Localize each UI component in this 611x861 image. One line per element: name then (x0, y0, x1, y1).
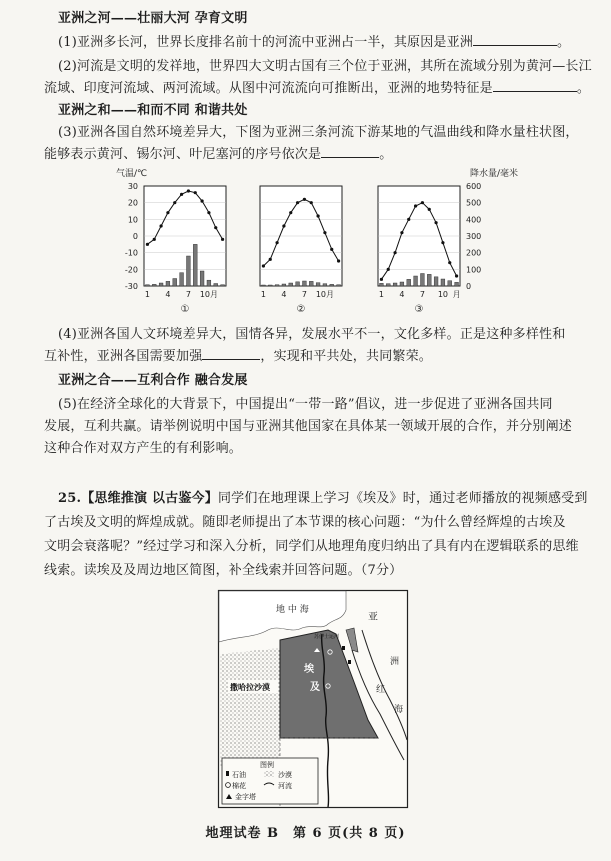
precipitation-bar (303, 281, 307, 286)
climate-charts (110, 164, 519, 319)
temperature-point (421, 201, 424, 204)
oil-icon (348, 660, 351, 664)
temperature-point (330, 248, 333, 251)
temperature-point (428, 208, 431, 211)
precipitation-bar (146, 285, 150, 286)
y-right-tick-label: 600 (466, 182, 482, 191)
temperature-point (262, 264, 265, 267)
answer-blank-2[interactable] (493, 79, 577, 92)
precipitation-bar (152, 284, 156, 286)
temperature-point (194, 191, 197, 194)
precipitation-bar (455, 282, 459, 286)
temperature-point (180, 193, 183, 196)
legend-pyramid: 金字塔 (235, 793, 256, 801)
egypt-map (218, 590, 408, 808)
y-axis-label-temperature: 气温/℃ (116, 169, 148, 179)
legend-river: 河流 (278, 782, 292, 790)
x-tick-label: 7 (301, 290, 307, 299)
precipitation-bar (207, 280, 211, 286)
temperature-point (407, 218, 410, 221)
y-left-tick-label: 30 (127, 182, 138, 191)
x-tick-label: 7 (185, 290, 191, 299)
temperature-point (275, 241, 278, 244)
precipitation-bar (316, 283, 320, 286)
y-right-tick-label: 300 (466, 232, 482, 241)
question-3-line1: (3)亚洲各国自然环境差异大，下图为亚洲三条河流下游某地的气温曲线和降水量柱状图， (58, 125, 579, 140)
precipitation-bar (262, 285, 266, 286)
label-asia-2: 洲 (390, 657, 400, 667)
precipitation-bar (159, 283, 163, 286)
question-2-line2: 流域、印度河流域、两河流域。从图中河流流向可推断出，亚洲的地势特征是 。 (44, 81, 591, 96)
precipitation-bar (282, 284, 286, 286)
label-egypt-2: 及 (310, 682, 320, 693)
temperature-point (207, 211, 210, 214)
temperature-point (316, 214, 319, 217)
legend-title: 图例 (260, 761, 274, 769)
y-left-tick-label: 0 (132, 232, 138, 241)
x-tick-label: 月 (452, 290, 461, 299)
page-footer: 地理试卷 B 第 6 页(共 8 页) (205, 826, 406, 841)
question-5-line3: 这种合作对双方产生的有利影响。 (44, 441, 243, 456)
temperature-point (323, 231, 326, 234)
legend-oil-icon (226, 771, 229, 776)
precipitation-bar (441, 279, 445, 286)
oil-icon (342, 646, 345, 650)
label-mediterranean: 地 中 海 (276, 605, 309, 615)
y-left-tick-label: -30 (124, 282, 138, 291)
precipitation-bar (434, 277, 438, 286)
temperature-point (187, 189, 190, 192)
temperature-point (380, 278, 383, 281)
temperature-point (221, 238, 224, 241)
panel-label: ② (296, 304, 306, 315)
question-25-heading: 25.【思维推演 以古鉴今】 (58, 491, 218, 506)
temperature-point (441, 241, 444, 244)
precipitation-bar (330, 284, 334, 286)
temperature-point (455, 274, 458, 277)
temperature-point (269, 258, 272, 261)
x-tick-label: 4 (399, 290, 405, 299)
precipitation-bar (268, 285, 272, 286)
temperature-point (434, 221, 437, 224)
label-red-sea: 红 (376, 685, 386, 695)
precipitation-bar (386, 284, 390, 286)
precipitation-bar (414, 276, 418, 286)
y-left-tick-label: 20 (127, 198, 138, 208)
precipitation-bar (393, 283, 397, 286)
temperature-point (200, 199, 203, 202)
temperature-point (282, 224, 285, 227)
legend-sand: 沙漠 (278, 771, 292, 779)
temperature-point (166, 211, 169, 214)
question-4-line2: 互补性，亚洲各国需要加强 ，实现和平共处，共同繁荣。 (44, 349, 433, 364)
x-tick-label: 10 (437, 290, 449, 299)
section3-title: 亚洲之合——互利合作 融合发展 (58, 373, 248, 388)
precipitation-bar (173, 279, 177, 287)
precipitation-bar (214, 284, 218, 287)
precipitation-bar (448, 281, 452, 286)
panel-label: ① (180, 304, 190, 315)
precipitation-bar (380, 283, 384, 286)
y-right-tick-label: 0 (466, 282, 472, 291)
question-25-line4: 线索。读埃及及周边地区简图，补全线索并回答问题。（7分） (44, 563, 403, 578)
y-axis-label-precipitation: 降水量/毫米 (470, 169, 519, 179)
label-asia: 亚 (368, 612, 378, 623)
section2-title: 亚洲之和——和而不同 和谐共处 (58, 103, 248, 118)
precipitation-bar (221, 285, 225, 286)
question-25-line3: 文明会衰落呢？”经过学习和深入分析，同学们从地理角度归纳出了具有内在逻辑联系的思维 (44, 539, 579, 554)
y-right-tick-label: 200 (466, 248, 482, 258)
temperature-point (400, 231, 403, 234)
temperature-point (146, 243, 149, 246)
precipitation-bar (400, 282, 404, 286)
legend-oil: 石油 (232, 771, 246, 779)
precipitation-bar (296, 282, 300, 286)
y-right-tick-label: 500 (466, 198, 482, 208)
x-tick-label: 4 (281, 290, 287, 299)
question-4-line1: (4)亚洲各国人文环境差异大，国情各异，发展水平不一，文化多样。正是这种多样性和 (58, 327, 566, 342)
temperature-point (387, 268, 390, 271)
section1-title: 亚洲之河——壮丽大河 孕育文明 (58, 11, 248, 26)
temperature-point (448, 261, 451, 264)
temperature-point (214, 226, 217, 229)
precipitation-bar (289, 283, 293, 286)
y-left-tick-label: -20 (124, 265, 138, 275)
question-1: (1)亚洲多长河，世界长度排名前十的河流中亚洲占一半，其原因是亚洲 。 (58, 35, 571, 50)
temperature-point (337, 259, 340, 262)
x-tick-label: 10月 (315, 290, 335, 299)
question-25-line1: 25.【思维推演 以古鉴今】同学们在地理课上学习《埃及》时，通过老师播放的视频感受到 (58, 491, 588, 506)
temperature-point (159, 224, 162, 227)
question-5-line1: (5)在经济全球化的大背景下，中国提出“一带一路”倡议，进一步促进了亚洲各国共同 (58, 397, 553, 412)
y-right-tick-label: 400 (466, 215, 482, 225)
panel-label: ③ (414, 304, 424, 315)
precipitation-bar (337, 285, 341, 286)
temperature-point (173, 201, 176, 204)
question-3-line2: 能够表示黄河、锡尔河、叶尼塞河的序号依次是 。 (44, 147, 393, 162)
answer-blank-4[interactable] (202, 347, 260, 360)
x-tick-label: 10月 (199, 290, 219, 299)
x-tick-label: 1 (260, 290, 266, 299)
temperature-point (153, 238, 156, 241)
answer-blank-1[interactable] (473, 33, 557, 46)
temperature-point (296, 201, 299, 204)
sahara-desert-area (220, 648, 280, 768)
precipitation-bar (200, 271, 204, 286)
precipitation-bar (407, 279, 411, 286)
question-5-line2: 发展，互利共赢。请举例说明中国与亚洲其他国家在具体某一领域开展的合作，并分别阐述 (44, 419, 573, 434)
question-2-line1: (2)河流是文明的发祥地，世界四大文明古国有三个位于亚洲，其所在流域分别为黄河—长江 (58, 59, 592, 74)
label-sahara: 撒哈拉沙漠 (230, 683, 270, 692)
precipitation-bar (166, 281, 170, 286)
y-left-tick-label: -10 (124, 248, 138, 258)
label-suez: 苏伊士运河 (314, 634, 340, 640)
precipitation-bar (309, 281, 313, 286)
temperature-point (289, 211, 292, 214)
precipitation-bar (323, 284, 327, 286)
answer-blank-3[interactable] (321, 145, 379, 158)
precipitation-bar (187, 256, 191, 286)
y-right-tick-label: 100 (466, 265, 482, 275)
x-tick-label: 1 (144, 290, 150, 299)
label-egypt-1: 埃 (304, 664, 314, 675)
legend-sand-icon (264, 771, 274, 777)
precipitation-bar (421, 274, 425, 287)
temperature-point (303, 198, 306, 201)
temperature-point (414, 204, 417, 207)
precipitation-bar (275, 285, 279, 286)
x-tick-label: 1 (378, 290, 384, 299)
x-tick-label: 4 (165, 290, 171, 299)
y-left-tick-label: 10 (127, 215, 138, 225)
temperature-point (393, 251, 396, 254)
precipitation-bar (427, 274, 431, 286)
question-25-line2: 了古埃及文明的辉煌成就。随即老师提出了本节课的核心问题：“为什么曾经辉煌的古埃及 (44, 515, 566, 530)
x-tick-label: 7 (419, 290, 425, 299)
precipitation-bar (180, 273, 184, 286)
precipitation-bar (193, 244, 197, 286)
legend-cotton: 棉花 (232, 782, 246, 790)
temperature-point (310, 201, 313, 204)
label-red-sea-2: 海 (394, 705, 404, 715)
